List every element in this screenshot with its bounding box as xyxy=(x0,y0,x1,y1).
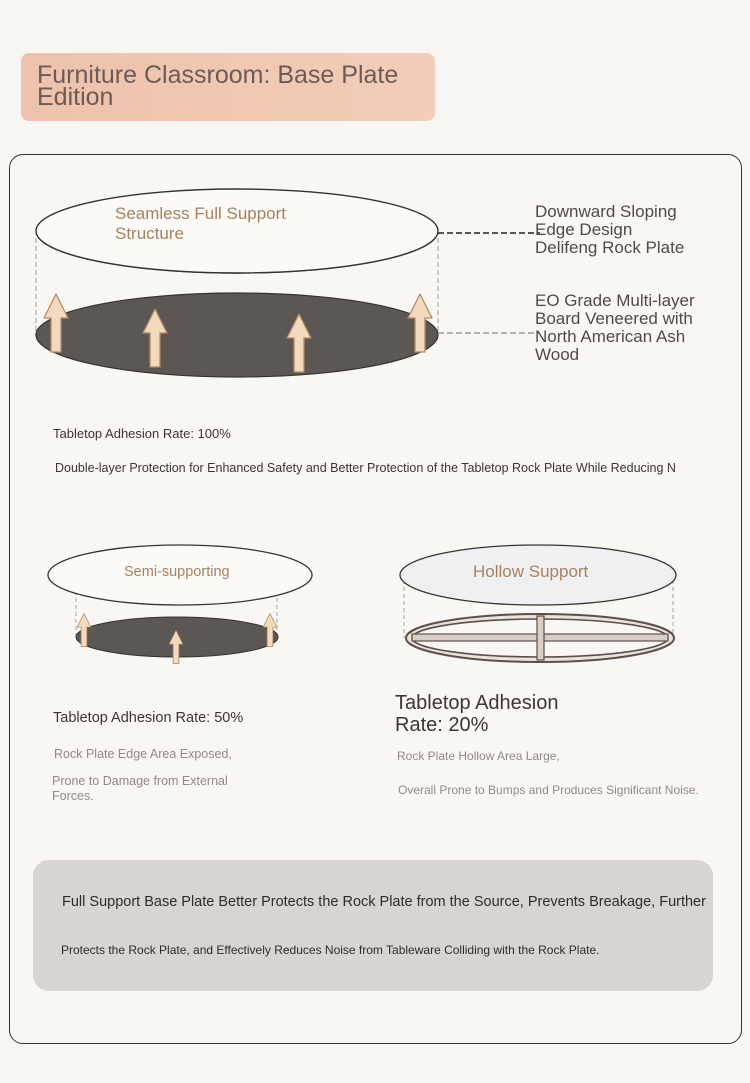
semi-support-label: Semi-supporting xyxy=(124,564,230,580)
hollow-support-label: Hollow Support xyxy=(473,562,589,581)
summary-line-2: Protects the Rock Plate, and Effectively Reduces Noise from Tableware Colliding with the Rock Plate. xyxy=(61,943,600,957)
callout-board: EO Grade Multi-layer Board Veneered with North American Ash Wood xyxy=(535,291,695,364)
semi-support-rate: Tabletop Adhesion Rate: 50% xyxy=(53,710,244,726)
page-title: Furniture Classroom: Base Plate Edition xyxy=(37,61,399,111)
summary-box xyxy=(33,860,713,991)
summary-line-1: Full Support Base Plate Better Protects the Rock Plate from the Source, Prevents Breakage, Further xyxy=(62,894,706,910)
callout-rock-plate: Downward Sloping Edge Design Delifeng Rock Plate xyxy=(535,202,685,257)
full-support-rate: Tabletop Adhesion Rate: 100% xyxy=(53,426,231,441)
semi-support-note-1: Rock Plate Edge Area Exposed, xyxy=(54,747,232,761)
hollow-support-note-1: Rock Plate Hollow Area Large, xyxy=(397,749,560,763)
full-support-description: Double-layer Protection for Enhanced Safety and Better Protection of the Tabletop Rock Plate While Reducing N xyxy=(55,461,676,475)
full-support-label: Seamless Full Support Structure xyxy=(115,204,287,243)
hollow-support-note-2: Overall Prone to Bumps and Produces Significant Noise. xyxy=(398,783,699,797)
semi-support-note-2: Prone to Damage from External Forces. xyxy=(52,774,228,803)
hollow-support-rate: Tabletop Adhesion Rate: 20% xyxy=(395,692,559,736)
full-base-plate xyxy=(36,293,438,377)
semi-support-diagram xyxy=(48,545,312,664)
